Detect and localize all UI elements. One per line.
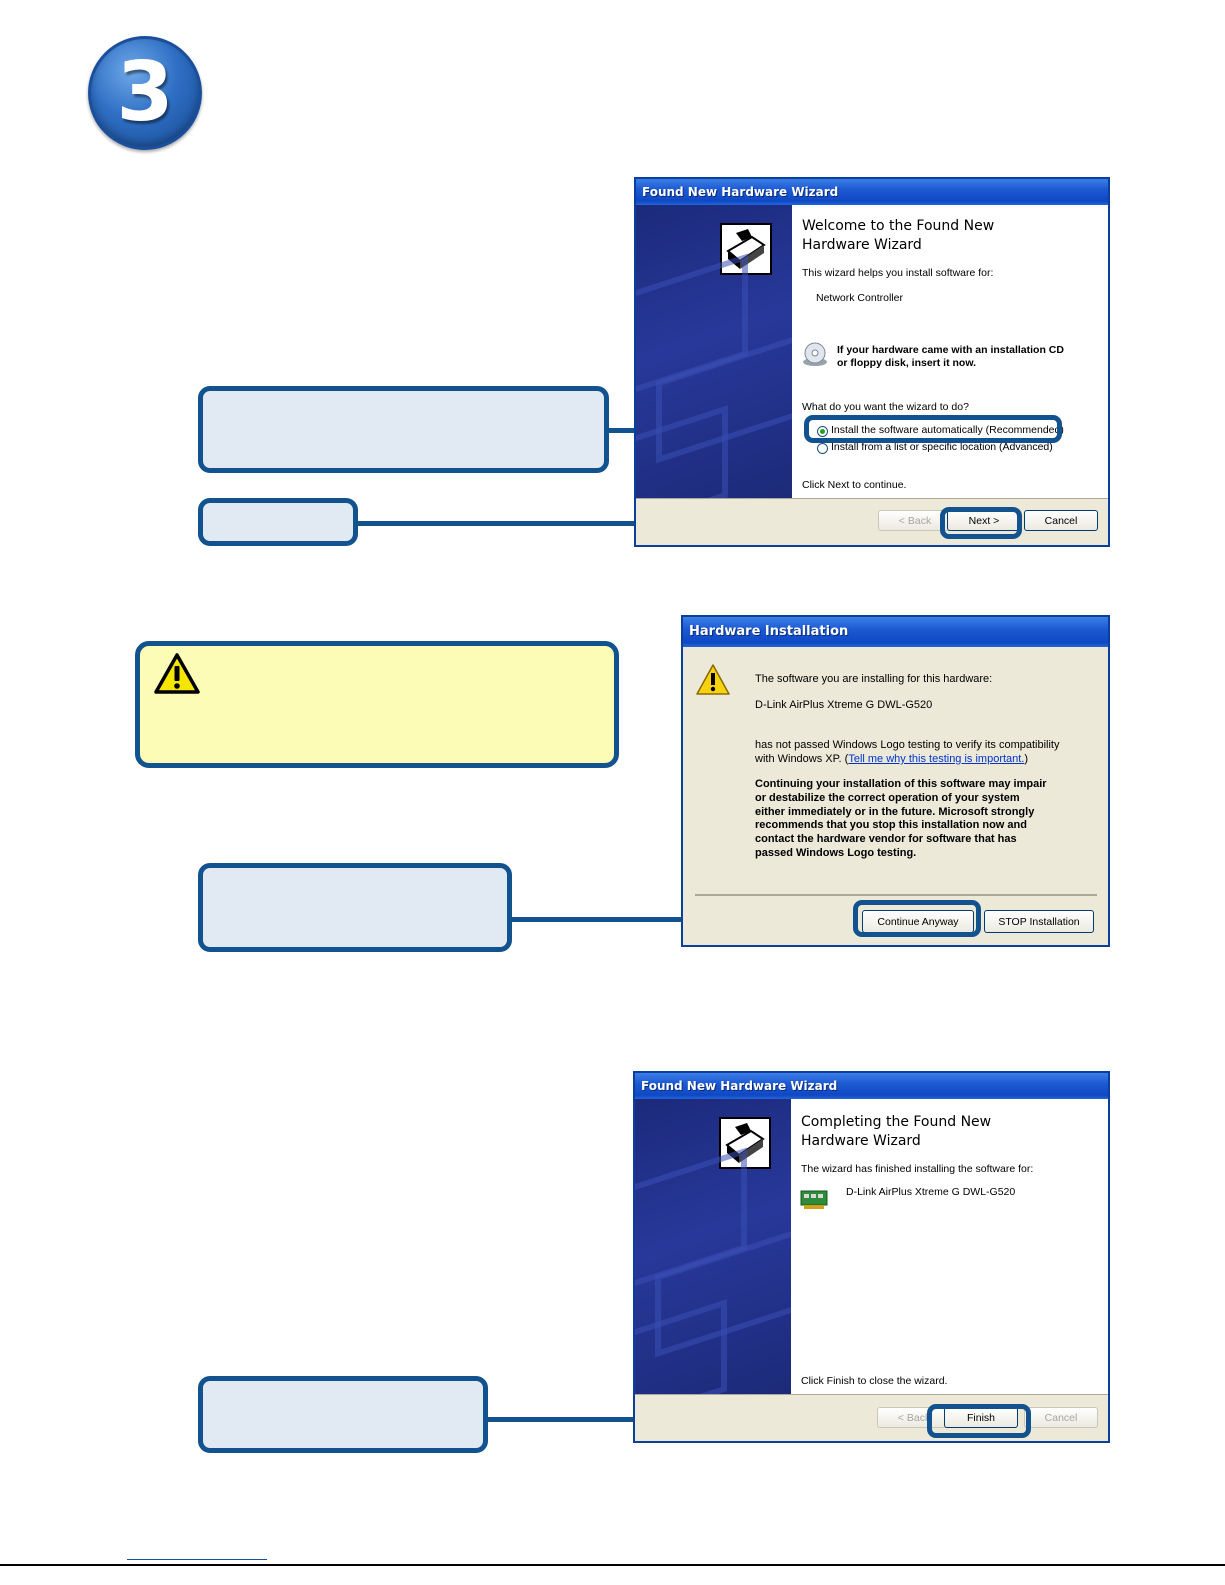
warning-line: contact the hardware vendor for software that has (755, 833, 1017, 846)
warning-icon (153, 652, 201, 696)
wizard-button-bar (636, 498, 1108, 545)
next-button[interactable]: Next > (947, 510, 1021, 531)
cancel-button[interactable]: Cancel (1024, 1407, 1098, 1428)
device-name: D-Link AirPlus Xtreme G DWL-G520 (846, 1186, 1016, 1198)
wizard-heading-line1: Completing the Found New (801, 1114, 992, 1130)
warning-callout (135, 641, 619, 768)
continue-anyway-button[interactable]: Continue Anyway (862, 910, 974, 933)
window-title: Hardware Installation (683, 617, 1108, 647)
hardware-installation-dialog (681, 615, 1110, 947)
wizard-intro: The wizard has finished installing the software for: (801, 1163, 1034, 1175)
finish-button[interactable]: Finish (944, 1407, 1018, 1428)
device-name: D-Link AirPlus Xtreme G DWL-G520 (755, 699, 933, 711)
wizard-heading-line2: Hardware Wizard (802, 237, 922, 253)
callout-select-install-option (198, 386, 609, 473)
back-button[interactable]: < Back (877, 1407, 951, 1428)
warning-line: Continuing your installation of this software may impair (755, 778, 1047, 790)
callout-click-next (198, 498, 358, 546)
footer-rule (0, 1564, 1225, 1566)
callout-click-finish (198, 1376, 488, 1453)
compatibility-warning (755, 778, 1047, 861)
wizard-intro: This wizard helps you install software for: (802, 267, 994, 279)
wizard-heading-line1: Welcome to the Found New (802, 218, 995, 234)
close-hint: Click Finish to close the wizard. (801, 1375, 948, 1387)
window-title: Found New Hardware Wizard (636, 179, 1108, 205)
option-install-automatically[interactable]: Install the software automatically (Recommended) (831, 424, 1064, 436)
cd-prompt-line1: If your hardware came with an installation CD (837, 344, 1064, 356)
dialog-divider (695, 894, 1097, 896)
radio-install-from-list[interactable] (817, 443, 828, 454)
step-number-badge (88, 36, 202, 150)
wizard-content (791, 1099, 1108, 1395)
logo-test-line2: with Windows XP. ( (755, 753, 849, 765)
continue-hint: Click Next to continue. (802, 479, 907, 491)
network-card-icon (800, 1189, 830, 1211)
tell-me-why-link[interactable]: Tell me why this testing is important. (848, 753, 1025, 765)
warning-icon (695, 663, 731, 697)
device-name: Network Controller (816, 292, 903, 304)
stop-installation-button[interactable]: STOP Installation (984, 910, 1094, 933)
highlight-continue-anyway (853, 900, 981, 937)
highlight-finish-button (927, 1404, 1031, 1438)
found-new-hardware-wizard-completing (633, 1071, 1110, 1443)
install-intro: The software you are installing for this hardware: (755, 673, 993, 685)
warning-line: recommends that you stop this installation now and (755, 819, 1027, 832)
wizard-question: What do you want the wizard to do? (802, 401, 969, 413)
cd-icon (801, 340, 829, 368)
highlight-install-option (804, 415, 1062, 443)
wizard-content (792, 205, 1108, 499)
option-install-from-list[interactable]: Install from a list or specific location (Advanced) (831, 441, 1053, 453)
highlight-next-button (940, 507, 1022, 539)
warning-line: passed Windows Logo testing. (755, 846, 917, 859)
window-title: Found New Hardware Wizard (635, 1073, 1108, 1099)
callout-click-continue-anyway (198, 863, 512, 952)
wizard-side-banner (636, 205, 792, 499)
step-number: 3 (116, 45, 174, 140)
cancel-button[interactable]: Cancel (1024, 510, 1098, 531)
wizard-heading-line2: Hardware Wizard (801, 1133, 921, 1149)
warning-line: either immediately or in the future. Microsoft strongly (755, 805, 1035, 818)
back-button[interactable]: < Back (878, 510, 952, 531)
logo-test-line1: has not passed Windows Logo testing to verify its compatibility (755, 739, 1060, 751)
logo-test-line2-end: ) (1024, 753, 1029, 765)
warning-line: or destabilize the correct operation of your system (755, 791, 1020, 804)
wizard-button-bar (635, 1394, 1108, 1441)
cd-prompt-line2: or floppy disk, insert it now. (837, 357, 977, 369)
footer-accent-line (127, 1559, 267, 1560)
found-new-hardware-wizard-welcome (634, 177, 1110, 547)
wizard-side-banner (635, 1099, 791, 1395)
